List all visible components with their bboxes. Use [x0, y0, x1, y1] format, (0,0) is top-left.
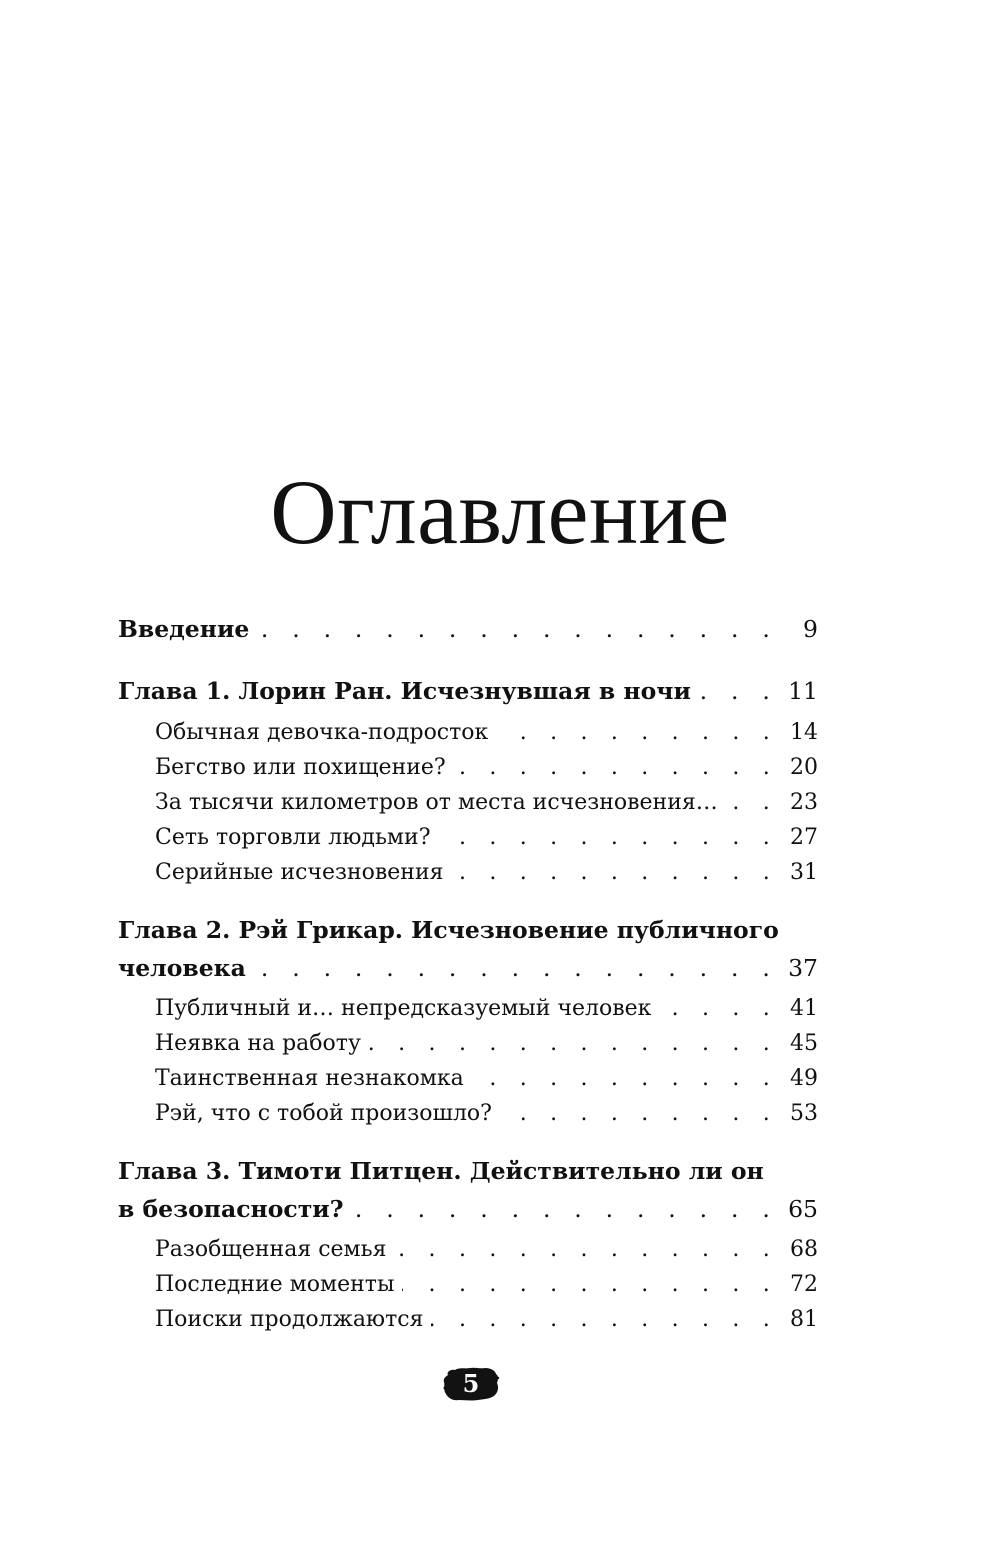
toc-entry-page: 11 — [788, 677, 818, 705]
dot-leader — [439, 820, 778, 856]
toc-entry-section[interactable] — [155, 1232, 818, 1268]
toc-entry-title: Бегство или похищение? — [155, 755, 446, 780]
toc-entry-page: 9 — [803, 615, 818, 643]
toc-entry-chapter-3[interactable] — [118, 1191, 818, 1227]
toc-entry-page: 41 — [790, 996, 818, 1021]
toc-entry-title: Введение — [118, 615, 250, 643]
dot-leader — [431, 1302, 778, 1338]
toc-entry-page: 81 — [790, 1307, 818, 1332]
toc-entry-section[interactable] — [155, 1267, 818, 1303]
toc-entry-title: Неявка на работу — [155, 1031, 361, 1056]
toc-entry-title: Обычная девочка-подросток — [155, 720, 489, 745]
dot-leader — [452, 855, 778, 891]
toc-entry-page: 31 — [790, 860, 818, 885]
toc-entry-page: 14 — [790, 720, 818, 745]
dot-leader — [496, 715, 778, 751]
toc-entry-section[interactable] — [155, 820, 818, 856]
toc-entry-intro[interactable] — [118, 611, 818, 647]
dot-leader — [369, 1026, 778, 1062]
dot-leader — [352, 1191, 779, 1227]
toc-entry-section[interactable] — [155, 715, 818, 751]
toc-entry-section[interactable] — [155, 785, 818, 821]
toc-entry-page: 45 — [790, 1031, 818, 1056]
toc-entry-title: За тысячи километров от места исчезновения… — [155, 790, 718, 815]
dot-leader — [659, 991, 778, 1027]
dot-leader — [699, 673, 778, 709]
toc-entry-title: Разобщенная семья — [155, 1237, 387, 1262]
toc-entry-title: человека — [118, 954, 246, 982]
toc-entry-section[interactable] — [155, 1061, 818, 1097]
toc-entry-section[interactable] — [155, 750, 818, 786]
dot-leader — [454, 750, 778, 786]
dot-leader — [500, 1096, 778, 1132]
dot-leader — [472, 1061, 778, 1097]
toc-entry-section[interactable] — [155, 855, 818, 891]
toc-entry-page: 23 — [790, 790, 818, 815]
toc-entry-chapter-3-line1[interactable]: Глава 3. Тимоти Питцен. Действительно ли он — [118, 1157, 764, 1185]
toc-entry-section[interactable] — [155, 991, 818, 1027]
page-title: Оглавление — [270, 461, 730, 563]
dot-leader — [395, 1232, 778, 1268]
toc-entry-title: Публичный и… непредсказуемый человек — [155, 996, 652, 1021]
toc-entry-section[interactable] — [155, 1302, 818, 1338]
toc-entry-title: Глава 1. Лорин Ран. Исчезнувшая в ночи — [118, 677, 691, 705]
toc-entry-page: 20 — [790, 755, 818, 780]
dot-leader — [254, 950, 778, 986]
toc-entry-title: Сеть торговли людьми? — [155, 825, 431, 850]
dot-leader — [402, 1267, 778, 1303]
toc-entry-page: 53 — [790, 1101, 818, 1126]
toc-entry-page: 37 — [788, 954, 818, 982]
dot-leader — [726, 785, 778, 821]
toc-entry-page: 68 — [790, 1237, 818, 1262]
toc-entry-title: Последние моменты — [155, 1272, 395, 1297]
toc-entry-chapter-2-line1[interactable]: Глава 2. Рэй Грикар. Исчезновение публичного — [118, 916, 779, 944]
toc-entry-page: 49 — [790, 1066, 818, 1091]
toc-entry-title: Рэй, что с тобой произошло? — [155, 1101, 492, 1126]
toc-entry-title: в безопасности? — [118, 1195, 344, 1223]
toc-entry-page: 65 — [788, 1195, 818, 1223]
toc-entry-chapter-1[interactable] — [118, 673, 818, 709]
toc-entry-section[interactable] — [155, 1026, 818, 1062]
toc-entry-chapter-2[interactable] — [118, 950, 818, 986]
toc-entry-title: Серийные исчезновения — [155, 860, 444, 885]
page-number-badge — [442, 1366, 500, 1402]
dot-leader — [257, 611, 778, 647]
toc-entry-page: 27 — [790, 825, 818, 850]
toc-entry-page: 72 — [790, 1272, 818, 1297]
page-number: 5 — [462, 1369, 480, 1398]
toc-entry-section[interactable] — [155, 1096, 818, 1132]
toc-entry-title: Поиски продолжаются — [155, 1307, 424, 1332]
toc-entry-title: Таинственная незнакомка — [155, 1066, 464, 1091]
